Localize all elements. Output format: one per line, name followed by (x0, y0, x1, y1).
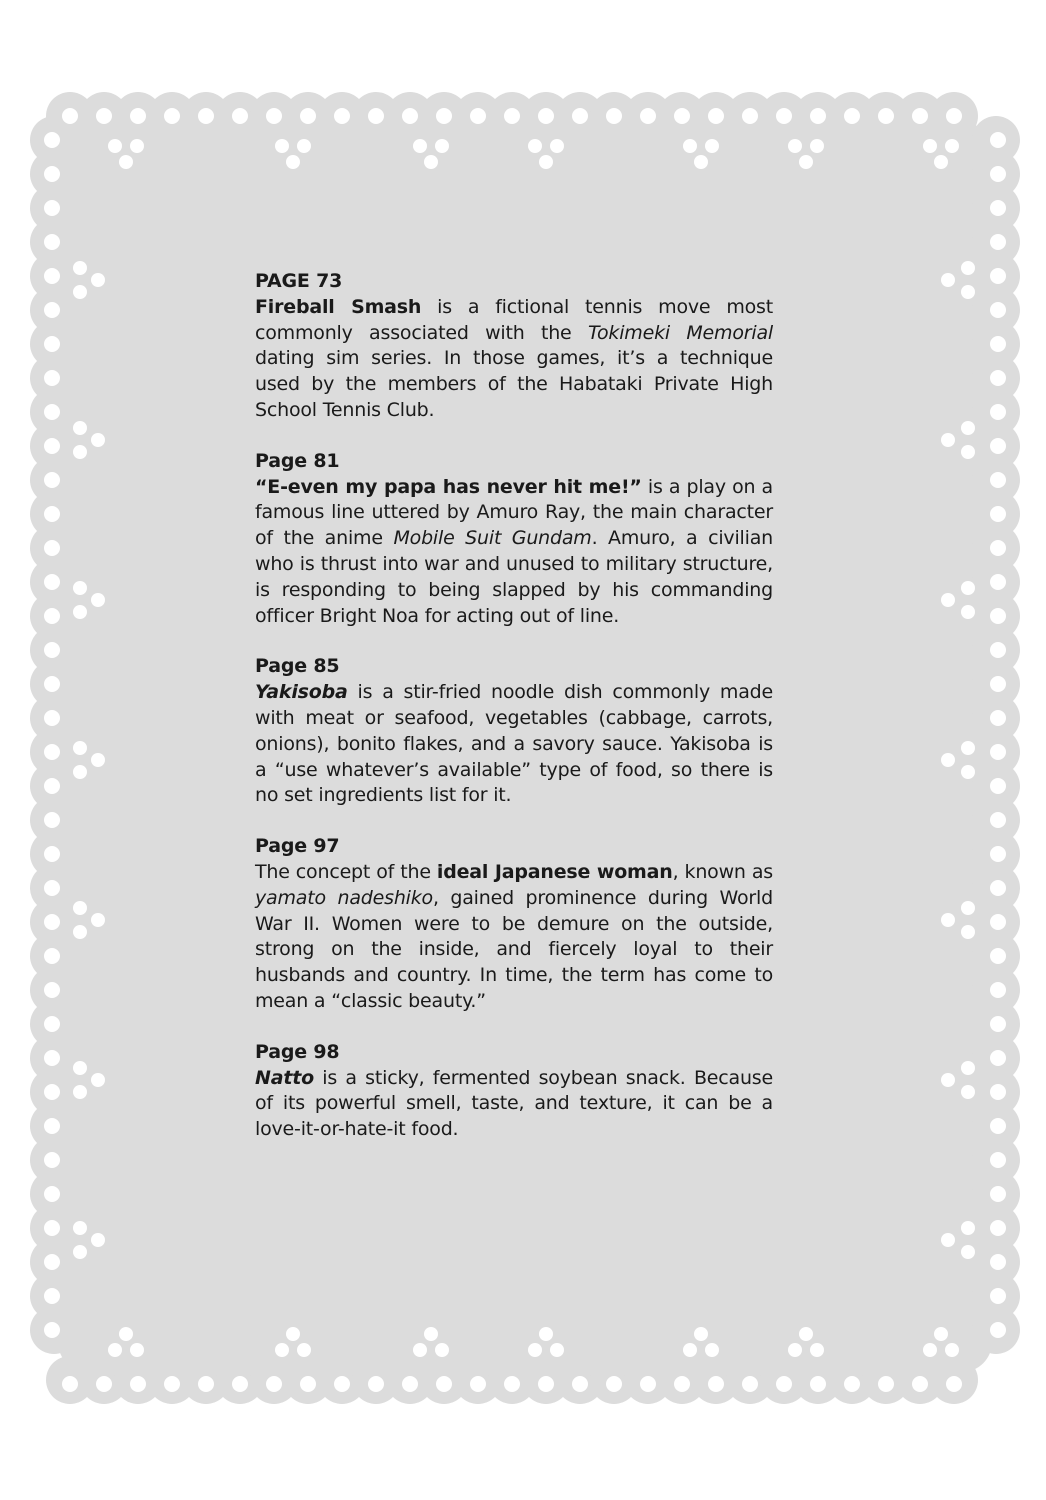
doily-hole (528, 139, 542, 153)
doily-hole (44, 506, 60, 522)
doily-hole (44, 1186, 60, 1202)
doily-hole (961, 605, 975, 619)
note-body (255, 860, 773, 1015)
note-section (255, 269, 773, 424)
doily-hole (990, 506, 1006, 522)
doily-hole (708, 1376, 724, 1392)
doily-hole (44, 132, 60, 148)
doily-hole (286, 1327, 300, 1341)
emphasized-term: Yakisoba (255, 681, 348, 704)
doily-hole (266, 108, 282, 124)
doily-hole (73, 1221, 87, 1235)
doily-hole (776, 1376, 792, 1392)
doily-hole (73, 1245, 87, 1259)
doily-hole (923, 139, 937, 153)
doily-hole (961, 285, 975, 299)
doily-hole (990, 234, 1006, 250)
doily-hole (91, 593, 105, 607)
note-text: , gained prominence during World War II. Women were to be demure on the outside, strong on the inside, and fiercely loyal to their husbands and country. In time, the term has come to mean a “classic beauty.” (255, 886, 773, 1012)
note-section (255, 1040, 773, 1143)
doily-hole (44, 234, 60, 250)
doily-hole (44, 1254, 60, 1270)
doily-hole (413, 1343, 427, 1357)
doily-hole (912, 108, 928, 124)
note-heading: Page 81 (255, 449, 340, 472)
doily-hole (539, 155, 553, 169)
doily-hole (878, 108, 894, 124)
doily-hole (990, 1220, 1006, 1236)
doily-hole (934, 1327, 948, 1341)
doily-hole (62, 1376, 78, 1392)
doily-hole (990, 540, 1006, 556)
doily-hole (504, 108, 520, 124)
doily-hole (961, 421, 975, 435)
doily-hole (990, 1118, 1006, 1134)
doily-hole (572, 108, 588, 124)
note-body (255, 295, 773, 424)
doily-hole (990, 1050, 1006, 1066)
doily-hole (990, 1016, 1006, 1032)
doily-hole (694, 1327, 708, 1341)
doily-hole (164, 108, 180, 124)
doily-hole (961, 741, 975, 755)
doily-hole (44, 540, 60, 556)
doily-hole (946, 1376, 962, 1392)
doily-hole (788, 139, 802, 153)
doily-hole (44, 200, 60, 216)
doily-hole (708, 108, 724, 124)
doily-hole (990, 914, 1006, 930)
doily-hole (73, 421, 87, 435)
doily-hole (844, 1376, 860, 1392)
doily-hole (300, 1376, 316, 1392)
doily-hole (44, 744, 60, 760)
doily-hole (91, 1233, 105, 1247)
doily-hole (539, 1327, 553, 1341)
doily-hole (961, 1245, 975, 1259)
doily-hole (912, 1376, 928, 1392)
doily-hole (198, 108, 214, 124)
doily-hole (73, 445, 87, 459)
note-heading: PAGE 73 (255, 270, 343, 292)
doily-hole (990, 744, 1006, 760)
note-body (255, 680, 773, 809)
doily-hole (528, 1343, 542, 1357)
doily-hole (44, 302, 60, 318)
doily-hole (73, 741, 87, 755)
doily-hole (334, 1376, 350, 1392)
doily-hole (44, 438, 60, 454)
doily-hole (990, 336, 1006, 352)
doily-hole (674, 1376, 690, 1392)
doily-hole (297, 139, 311, 153)
note-heading: Page 85 (255, 655, 340, 678)
doily-hole (130, 108, 146, 124)
doily-hole (119, 155, 133, 169)
note-section (255, 654, 773, 809)
doily-hole (674, 108, 690, 124)
doily-hole (990, 132, 1006, 148)
doily-hole (810, 1343, 824, 1357)
doily-hole (844, 108, 860, 124)
doily-hole (44, 710, 60, 726)
doily-hole (91, 753, 105, 767)
doily-hole (44, 676, 60, 692)
doily-hole (934, 155, 948, 169)
doily-hole (96, 1376, 112, 1392)
doily-hole (436, 1376, 452, 1392)
emphasized-term: yamato nadeshiko (255, 886, 433, 909)
doily-hole (73, 765, 87, 779)
doily-hole (941, 753, 955, 767)
doily-hole (550, 1343, 564, 1357)
doily-hole (266, 1376, 282, 1392)
doily-hole (435, 1343, 449, 1357)
note-text: is a sticky, fermented soybean snack. Because of its powerful smell, taste, and texture, it can be a love-it-or-hate-it food. (255, 1066, 773, 1141)
doily-hole (44, 642, 60, 658)
doily-hole (44, 948, 60, 964)
doily-hole (990, 1288, 1006, 1304)
doily-hole (424, 155, 438, 169)
doily-hole (436, 108, 452, 124)
doily-hole (606, 108, 622, 124)
doily-hole (538, 108, 554, 124)
doily-hole (44, 880, 60, 896)
doily-hole (368, 1376, 384, 1392)
note-text: is a play on a famous line uttered by Amuro Ray, the main character of the anime (255, 475, 773, 550)
emphasized-term: Natto (255, 1066, 314, 1089)
note-heading: Page 97 (255, 835, 340, 858)
doily-hole (91, 273, 105, 287)
doily-hole (130, 1376, 146, 1392)
doily-hole (961, 445, 975, 459)
doily-hole (941, 593, 955, 607)
doily-hole (941, 273, 955, 287)
doily-hole (694, 155, 708, 169)
doily-hole (435, 139, 449, 153)
doily-hole (62, 108, 78, 124)
doily-hole (44, 1050, 60, 1066)
doily-hole (44, 1118, 60, 1134)
doily-hole (73, 285, 87, 299)
doily-hole (275, 1343, 289, 1357)
doily-hole (788, 1343, 802, 1357)
doily-hole (44, 914, 60, 930)
doily-hole (334, 108, 350, 124)
doily-hole (990, 948, 1006, 964)
doily-hole (945, 1343, 959, 1357)
doily-hole (961, 765, 975, 779)
note-heading: Page 98 (255, 1040, 340, 1063)
doily-hole (232, 108, 248, 124)
note-body (255, 475, 773, 630)
doily-hole (119, 1327, 133, 1341)
doily-hole (108, 139, 122, 153)
doily-hole (73, 605, 87, 619)
doily-hole (606, 1376, 622, 1392)
doily-hole (742, 108, 758, 124)
note-text: dating sim series. In those games, it’s a technique used by the members of the Habataki Private High School Tennis Club. (255, 347, 773, 421)
doily-hole (286, 155, 300, 169)
doily-hole (470, 108, 486, 124)
note-text: is a stir-fried noodle dish commonly made with meat or seafood, vegetables (cabbage, carrots, onions), bonito flakes, and a savory sauce. Yakisoba is a “use whatever’s available” type of food, so there is no set ingredients list for it. (255, 681, 773, 807)
doily-hole (946, 108, 962, 124)
doily-hole (990, 1254, 1006, 1270)
doily-hole (990, 166, 1006, 182)
doily-hole (44, 1220, 60, 1236)
doily-hole (961, 901, 975, 915)
doily-hole (705, 1343, 719, 1357)
doily-hole (990, 200, 1006, 216)
emphasized-term: Tokimeki Memorial (587, 321, 773, 344)
doily-hole (990, 812, 1006, 828)
doily-hole (300, 108, 316, 124)
doily-hole (73, 1061, 87, 1075)
emphasized-term: “E-even my papa has never hit me!” (255, 475, 642, 498)
doily-hole (941, 913, 955, 927)
doily-hole (961, 1085, 975, 1099)
doily-hole (683, 139, 697, 153)
doily-hole (44, 812, 60, 828)
doily-hole (73, 901, 87, 915)
doily-hole (73, 581, 87, 595)
doily-hole (640, 108, 656, 124)
doily-hole (776, 108, 792, 124)
doily-hole (413, 139, 427, 153)
doily-hole (683, 1343, 697, 1357)
doily-hole (538, 1376, 554, 1392)
doily-hole (504, 1376, 520, 1392)
doily-hole (961, 581, 975, 595)
doily-hole (961, 925, 975, 939)
doily-hole (73, 1085, 87, 1099)
doily-hole (878, 1376, 894, 1392)
doily-hole (990, 982, 1006, 998)
doily-hole (799, 155, 813, 169)
doily-hole (164, 1376, 180, 1392)
doily-hole (44, 1016, 60, 1032)
doily-hole (130, 1343, 144, 1357)
translation-notes (255, 269, 773, 1168)
doily-hole (44, 982, 60, 998)
doily-hole (470, 1376, 486, 1392)
doily-hole (91, 433, 105, 447)
emphasized-term: Mobile Suit Gundam (393, 527, 592, 550)
doily-hole (941, 1233, 955, 1247)
doily-hole (232, 1376, 248, 1392)
doily-hole (990, 302, 1006, 318)
doily-hole (961, 261, 975, 275)
doily-hole (990, 1186, 1006, 1202)
doily-hole (990, 1152, 1006, 1168)
note-text: is a fictional tennis move most commonly associated with the (255, 295, 774, 344)
doily-hole (130, 139, 144, 153)
doily-hole (572, 1376, 588, 1392)
doily-hole (73, 925, 87, 939)
note-text: , known as (672, 860, 773, 883)
doily-hole (990, 1322, 1006, 1338)
doily-hole (44, 472, 60, 488)
doily-hole (742, 1376, 758, 1392)
doily-hole (990, 574, 1006, 590)
doily-hole (402, 108, 418, 124)
doily-hole (402, 1376, 418, 1392)
emphasized-term: ideal Japanese woman (436, 860, 673, 883)
doily-hole (990, 1084, 1006, 1100)
doily-hole (923, 1343, 937, 1357)
doily-hole (990, 676, 1006, 692)
doily-hole (990, 472, 1006, 488)
doily-hole (990, 268, 1006, 284)
doily-hole (108, 1343, 122, 1357)
doily-hole (961, 1061, 975, 1075)
doily-hole (990, 608, 1006, 624)
doily-hole (297, 1343, 311, 1357)
doily-hole (44, 268, 60, 284)
doily-hole (705, 139, 719, 153)
doily-hole (799, 1327, 813, 1341)
doily-hole (810, 108, 826, 124)
doily-hole (44, 778, 60, 794)
note-section (255, 834, 773, 1015)
doily-hole (44, 1152, 60, 1168)
doily-hole (640, 1376, 656, 1392)
doily-hole (990, 778, 1006, 794)
doily-hole (990, 370, 1006, 386)
doily-hole (91, 913, 105, 927)
doily-hole (990, 642, 1006, 658)
emphasized-term: Fireball Smash (255, 295, 422, 318)
doily-hole (44, 404, 60, 420)
doily-hole (941, 1073, 955, 1087)
doily-hole (424, 1327, 438, 1341)
doily-hole (91, 1073, 105, 1087)
doily-hole (96, 108, 112, 124)
doily-hole (945, 139, 959, 153)
doily-hole (550, 139, 564, 153)
doily-hole (44, 608, 60, 624)
doily-hole (990, 846, 1006, 862)
doily-hole (44, 1322, 60, 1338)
note-text: . Amuro, a civilian who is thrust into war and unused to military structure, is responding to being slapped by his commanding officer Bright Noa for acting out of line. (255, 527, 773, 627)
doily-hole (368, 108, 384, 124)
doily-hole (990, 404, 1006, 420)
doily-hole (44, 336, 60, 352)
doily-hole (275, 139, 289, 153)
doily-hole (44, 846, 60, 862)
doily-hole (990, 880, 1006, 896)
doily-hole (961, 1221, 975, 1235)
doily-hole (810, 139, 824, 153)
note-text: The concept of the (255, 860, 437, 883)
doily-hole (810, 1376, 826, 1392)
doily-hole (198, 1376, 214, 1392)
doily-hole (44, 166, 60, 182)
doily-hole (44, 370, 60, 386)
doily-hole (73, 261, 87, 275)
note-body (255, 1066, 773, 1143)
note-section (255, 449, 773, 630)
doily-hole (941, 433, 955, 447)
doily-hole (990, 438, 1006, 454)
doily-hole (44, 1084, 60, 1100)
doily-hole (44, 1288, 60, 1304)
doily-hole (44, 574, 60, 590)
doily-hole (990, 710, 1006, 726)
